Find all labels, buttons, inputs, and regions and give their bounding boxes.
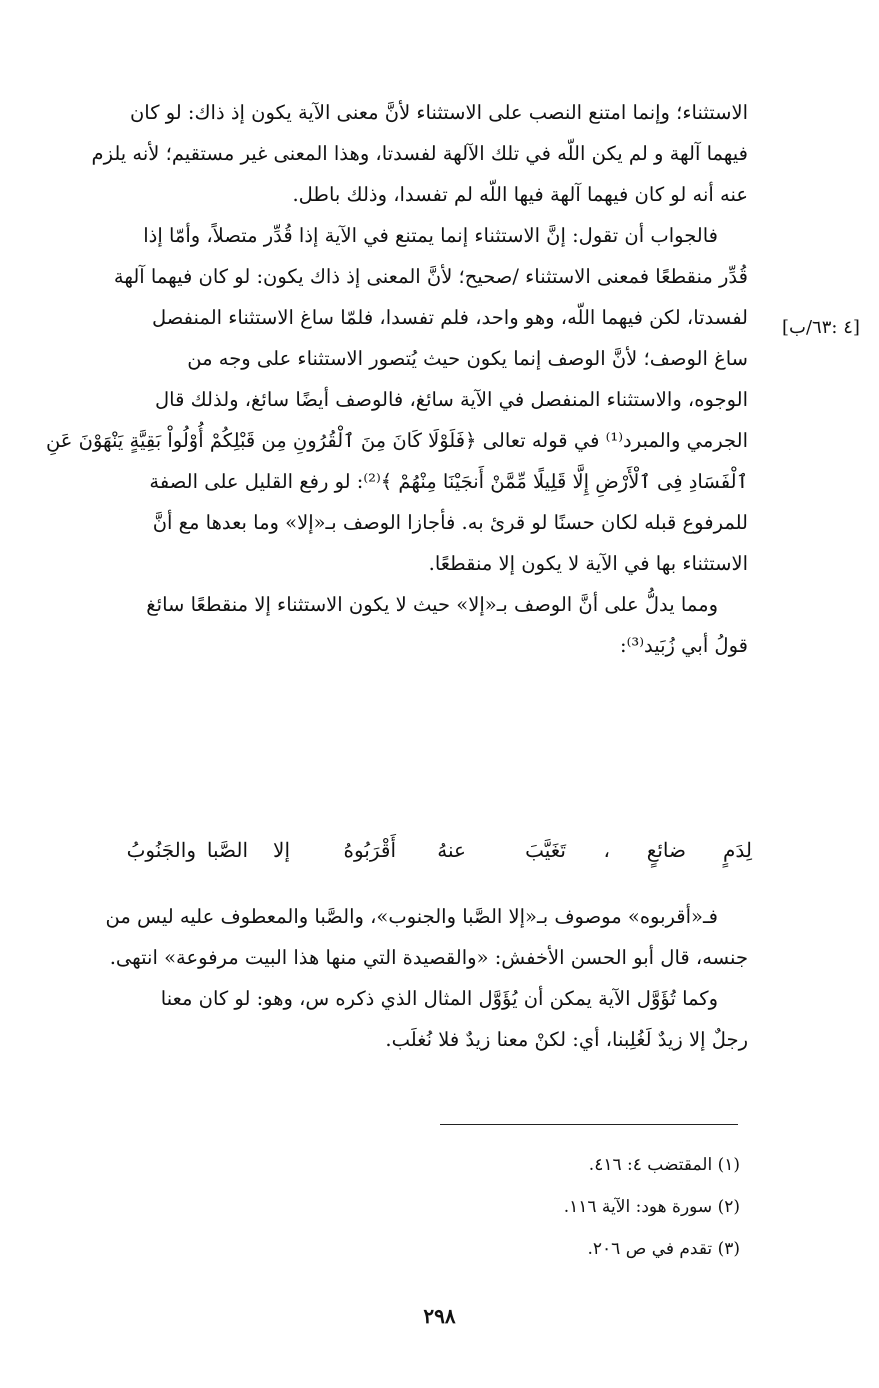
text-line: ساغ الوصف؛ لأنَّ الوصف إنما يكون حيث يُتصور الاستثناء على وجه من	[187, 347, 748, 370]
text-line: الاستثناء؛ وإنما امتنع النصب على الاستثناء لأنَّ معنى الآية يكون إذ ذاك: لو كان	[129, 101, 748, 124]
verse-word: ،	[603, 838, 610, 862]
text-line: رجلٌ إلا زيدٌ لَغُلِبنا، أي: لكنْ معنا زيدٌ فلا نُغلَب.	[385, 1028, 748, 1051]
text-line: جنسه، قال أبو الحسن الأخفش: «والقصيدة التي منها هذا البيت مرفوعة» انتهى.	[109, 946, 748, 969]
manuscript-folio-reference: [٤ :٦٣/ب]	[782, 317, 860, 338]
footnote: (٣) تقدم في ص ٢٠٦.	[587, 1239, 740, 1259]
paragraph	[112, 584, 748, 666]
verse-word: إلا	[273, 838, 290, 862]
text-line: فيهما آلهة و لم يكن اللّه في تلك الآلهة لفسدتا، وهذا المعنى غير مستقيم؛ لأنه يلزم	[91, 142, 748, 165]
page-number: ٢٩٨	[423, 1304, 456, 1328]
text-line: فالجواب أن تقول: إنَّ الاستثناء إنما يمتنع في الآية إذا قُدِّر متصلاً، وأمّا إذا	[143, 224, 718, 247]
main-text-top	[45, 92, 748, 666]
footnote: (١) المقتضب ٤: ٤١٦.	[588, 1155, 740, 1175]
paragraph	[45, 215, 748, 584]
text-line: الجرمي والمبرد⁽¹⁾ في قوله تعالى ﴿فَلَوْلَا كَانَ مِنَ ٱلْقُرُونِ مِن قَبْلِكُمْ أُوْلُواْ بَقِيَّةٍ يَنْهَوْنَ عَنِ	[45, 429, 748, 452]
verse-word: أَقْرَبُوهُ	[343, 838, 396, 862]
verse-word: تَغَيَّبَ	[525, 838, 566, 862]
verse-word: لِدَمٍ	[723, 838, 752, 862]
text-line: لفسدتا، لكن فيهما اللّه، وهو واحد، فلم تفسدا، فلمّا ساغ الاستثناء المنفصل	[152, 306, 748, 329]
text-line: قُدِّر منقطعًا فمعنى الاستثناء /صحيح؛ لأنَّ المعنى إذ ذاك يكون: لو كان فيهما آلهة	[113, 265, 748, 288]
main-text-bottom	[105, 896, 748, 1060]
poetry-verse	[112, 832, 752, 876]
verse-word: والجَنُوبُ	[126, 838, 196, 862]
verse-word: الصَّبا	[206, 838, 248, 862]
footnote: (٢) سورة هود: الآية ١١٦.	[563, 1197, 740, 1217]
paragraph	[105, 896, 748, 978]
verse-word: عنهُ	[437, 838, 466, 862]
text-line: فـ«أقربوه» موصوف بـ«إلا الصَّبا والجنوب»، والصَّبا والمعطوف عليه ليس من	[105, 905, 718, 928]
text-line: الوجوه، والاستثناء المنفصل في الآية سائغ، فالوصف أيضًا سائغ، ولذلك قال	[154, 388, 748, 411]
paragraph	[91, 92, 748, 215]
text-line: ٱلْفَسَادِ فِى ٱلْأَرْضِ إِلَّا قَلِيلًا مِّمَّنْ أَنجَيْنَا مِنْهُمْ ﴾⁽²⁾: لو رفع القليل على الصفة	[149, 470, 748, 493]
text-line: للمرفوع قبله لكان حسنًا لو قرئ به. فأجازا الوصف بـ«إلا» وما بعدها مع أنَّ	[152, 511, 748, 534]
paragraph	[112, 978, 748, 1060]
text-line: وكما تُؤَوَّل الآية يمكن أن يُؤَوَّل المثال الذي ذكره س، وهو: لو كان معنا	[160, 987, 718, 1010]
text-line: عنه أنه لو كان فيهما آلهة فيها اللّه لم تفسدا، وذلك باطل.	[292, 183, 748, 206]
footnote-separator	[440, 1124, 738, 1125]
footnotes	[440, 1144, 740, 1270]
text-line: ومما يدلُّ على أنَّ الوصف بـ«إلا» حيث لا يكون الاستثناء إلا منقطعًا سائغ	[146, 593, 718, 616]
text-line: الاستثناء بها في الآية لا يكون إلا منقطعًا.	[428, 552, 748, 575]
verse-word: ضائعٍ	[646, 838, 686, 862]
text-line: قولُ أبي زُبَيد⁽³⁾:	[620, 634, 748, 657]
